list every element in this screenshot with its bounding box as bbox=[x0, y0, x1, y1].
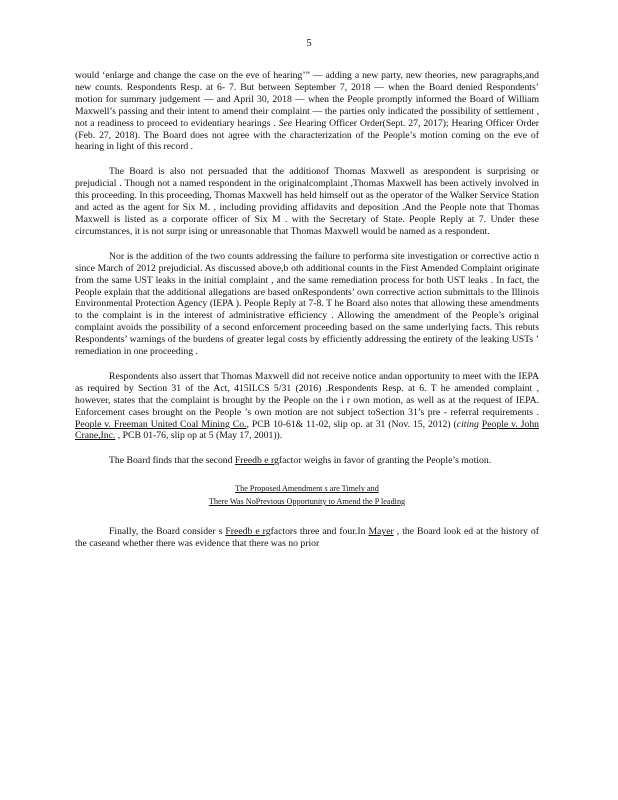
case-citation: Freedb e rg bbox=[225, 526, 271, 538]
section-heading-line-1: The Proposed Amendment s are Timely and bbox=[235, 484, 379, 494]
text-run: , PCB 10-61& 11-02, slip op. at 31 (Nov. 15, 2012) ( bbox=[246, 418, 457, 430]
page-number: 5 bbox=[306, 38, 312, 49]
text-run: , PCB 01-76, slip op at 5 (May 17, 2001)). bbox=[115, 430, 283, 442]
case-citation: Mayer bbox=[368, 526, 394, 538]
text-run: factor weighs in favor of granting the People’s motion. bbox=[278, 455, 492, 467]
signal-word: citing bbox=[456, 418, 479, 430]
paragraph bbox=[75, 371, 539, 442]
case-citation: People v. Freeman United Coal Mining Co. bbox=[75, 418, 247, 430]
case-citation: People v. John Crane,Inc. bbox=[75, 418, 540, 442]
text-run: Finally, the Board consider s bbox=[109, 526, 226, 538]
text-run: would ‘enlarge and change the case on the eve of hearing’” — adding a new party, new theories, new paragraphs,and new counts. Respondents Resp. at 6- 7. But between September 7, 2018 — when the Board denied Respondents’ motion for summary judgement — and April 30, 2018 — when the People promptly informed the Board of William Maxwell’s passing and their intent to amend their complaint — the parties only indicated the possibility of settlement , not a readiness to proceed to evidentiary hearings . bbox=[75, 70, 539, 129]
case-citation: Freedb e rg bbox=[234, 455, 279, 467]
text-run: Nor is the addition of the two counts addressing the failure to performa site investigation or corrective actio n since March of 2012 prejudicial. As discussed above,b oth additional counts in the First Amended Complaint originate from the same UST leaks in the initial complaint , and the same remediation process for both UST leaks . In fact, the People explain that the additional allegations are based onRespondents’ own corrective action submittals to the Illinois Environmental Protection Agency (IEPA ). People Reply at 7-8. T he Board also notes that allowing these amendments to the complaint is in the interest of administrative efficiency . Allowing the amendment of the People’s original complaint avoids the possibility of a second enforcement proceeding based on the same underlying facts. This rebuts Respondents’ warnings of the burdens of greater legal costs by efficiently addressing the entirety of the leaking USTs ’ remediation in one proceeding . bbox=[75, 250, 539, 358]
paragraph bbox=[75, 166, 539, 237]
text-run: Respondents also assert that Thomas Maxwell did not receive notice andan opportunity to meet with the IEPA as required by Section 31 of the Act, 415ILCS 5/31 (2016) .Respondents Resp. at 6. T he amended complaint , however, states that the complaint is brought by the People on the i r own motion, as well as at the request of IEPA. Enforcement cases brought on the People ’s own motion are not subject toSection 31’s pre - referral requirements . bbox=[75, 370, 539, 418]
text-run: factors three and four.In bbox=[270, 526, 369, 538]
section-heading bbox=[75, 483, 539, 508]
section-heading-line-2: There Was NoPrevious Opportunity to Amend the P leading bbox=[208, 496, 406, 506]
paragraph bbox=[75, 526, 539, 550]
paragraph bbox=[75, 455, 539, 467]
document-body bbox=[75, 70, 539, 563]
text-run: The Board is also not persuaded that the additionof Thomas Maxwell as arespondent is surprising or prejudicial . Though not a named respondent in the originalcomplaint ,Thomas Maxwell has been actively involved in this proceeding. In this proceeding, Thomas Maxwell has held himself out as the operator of the Walker Service Station and acted as the agent for Six M. , including providing affidavits and deposition .And the People note that Thomas Maxwell is listed as a corporate officer of Six M . with the Secretary of State. People Reply at 7. Under these circumstances, it is not surpr ising or unreasonable that Thomas Maxwell would be named as a respondent. bbox=[75, 166, 539, 237]
text-run: , the Board look ed at the history of the caseand whether there was evidence that there was no prior bbox=[75, 526, 539, 550]
signal-word: See bbox=[278, 117, 293, 129]
text-run: The Board finds that the second bbox=[109, 455, 235, 467]
paragraph bbox=[75, 251, 539, 358]
paragraph bbox=[75, 70, 539, 153]
text-run: Hearing Officer Order(Sept. 27, 2017); Hearing Officer Order (Feb. 27, 2018). The Board does not agree with the characterization of the People’s motion coming on the eve of hearing in light of this record . bbox=[75, 117, 540, 153]
